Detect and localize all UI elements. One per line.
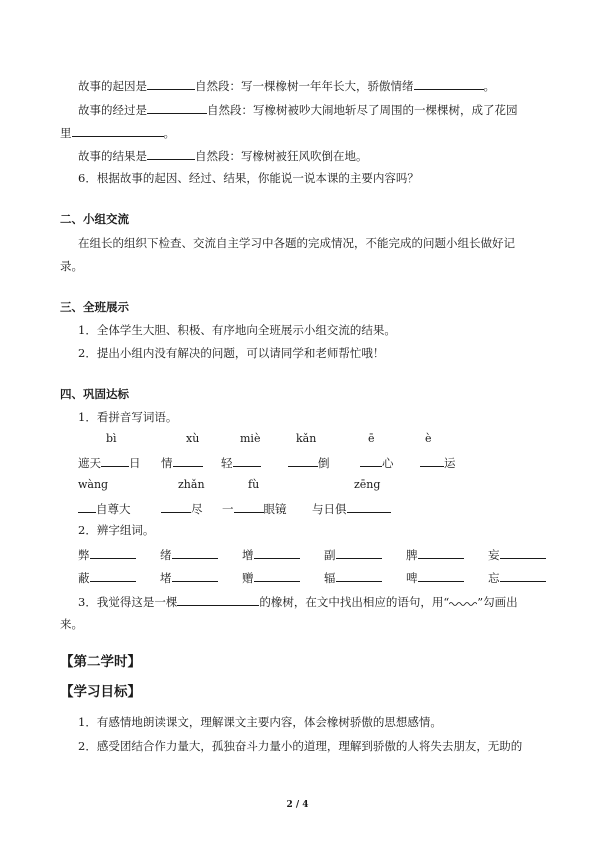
blank-process-paragraph[interactable] (147, 101, 207, 114)
blank-char[interactable] (90, 546, 136, 559)
objective-1: 1．有感情地朗读课文，理解课文主要内容，体会橡树骄傲的思想感情。 (78, 715, 442, 729)
cause-end: 。 (483, 79, 495, 93)
process-text-b: 自然段：写橡树被吵大闹地斩尽了周围的一棵棵树，成了花园 (207, 103, 518, 117)
pinyin-wang: wàng (78, 478, 109, 491)
word-9 (222, 500, 287, 517)
char-item (78, 569, 160, 586)
char-11: 啤 (406, 571, 418, 585)
pinyin-zeng: zēng (354, 478, 381, 491)
blank-word-8[interactable] (161, 500, 191, 513)
blank-char[interactable] (172, 569, 218, 582)
word-2 (161, 454, 203, 471)
char-9: 赠 (242, 571, 254, 585)
char-3: 增 (242, 548, 254, 562)
word-10 (312, 500, 391, 517)
word-8 (161, 500, 203, 517)
blank-char[interactable] (254, 546, 300, 559)
char-7: 蔽 (78, 571, 90, 585)
blank-cause-emotion[interactable] (414, 77, 484, 90)
char-5: 脾 (406, 548, 418, 562)
char-8: 堵 (160, 571, 172, 585)
blank-char[interactable] (500, 546, 546, 559)
word-3-pre: 轻 (221, 456, 233, 470)
blank-char[interactable] (172, 546, 218, 559)
char-6: 妄 (488, 548, 500, 562)
blank-char[interactable] (254, 569, 300, 582)
word-2-post: 情 (161, 456, 173, 470)
char-item (242, 546, 324, 563)
word-10-pre: 与日俱 (312, 502, 347, 516)
pinyin-mie: miè (240, 432, 261, 445)
char-item (406, 569, 488, 586)
result-text-b: 自然段：写橡树被狂风吹倒在地。 (195, 149, 368, 163)
word-5-post: 心 (382, 456, 394, 470)
cause-text-a: 故事的起因是 (78, 79, 147, 93)
word-6 (420, 454, 456, 471)
section-2-text-2: 录。 (60, 259, 83, 273)
blank-char[interactable] (418, 546, 464, 559)
question-6: 6．根据故事的起因、经过、结果，你能说一说本课的主要内容吗？ (78, 171, 419, 185)
char-item (160, 546, 242, 563)
question-2: 2．辨字组词。 (78, 523, 155, 537)
second-period-heading: 【第二学时】 (60, 654, 141, 670)
process-end: 。 (163, 126, 175, 140)
char-item (324, 546, 406, 563)
section-2-heading: 二、小组交流 (60, 212, 129, 226)
word-7 (78, 500, 131, 517)
char-row-2 (78, 569, 570, 586)
char-12: 忘 (488, 571, 500, 585)
word-1 (78, 456, 141, 470)
blank-char[interactable] (336, 569, 382, 582)
pinyin-xu: xù (186, 432, 200, 445)
cause-text-b: 自然段：写一棵橡树一年年长大，骄傲情绪 (195, 79, 414, 93)
blank-char[interactable] (500, 569, 546, 582)
char-4: 副 (324, 548, 336, 562)
word-3 (221, 454, 261, 471)
word-9-post: 眼镜 (263, 502, 287, 516)
result-text-a: 故事的结果是 (78, 149, 147, 163)
blank-char[interactable] (90, 569, 136, 582)
section-3-item-2: 2．提出小组内没有解决的问题，可以请同学和老师帮忙哦！ (78, 346, 385, 360)
question-1: 1．看拼音写词语。 (78, 410, 178, 424)
process-line-2 (60, 124, 175, 141)
char-item (324, 569, 406, 586)
char-item (242, 569, 324, 586)
blank-word-6[interactable] (420, 454, 444, 467)
objectives-heading: 【学习目标】 (60, 684, 141, 700)
process-text-c: 里 (60, 126, 72, 140)
blank-q3[interactable] (177, 593, 259, 606)
blank-result-paragraph[interactable] (147, 147, 195, 160)
pinyin-zhan: zhǎn (178, 478, 205, 491)
page-number: 2 / 4 (286, 800, 309, 810)
word-5 (360, 454, 394, 471)
pinyin-e4: è (425, 432, 432, 445)
blank-process-garden[interactable] (72, 124, 164, 137)
cause-line (78, 77, 495, 94)
blank-word-2[interactable] (173, 454, 203, 467)
word-row-1 (78, 454, 141, 471)
blank-word-3[interactable] (233, 454, 261, 467)
question-3 (78, 593, 518, 610)
word-9-pre: 一 (222, 502, 234, 516)
section-2-text-1: 在组长的组织下检查、交流自主学习中各题的完成情况，不能完成的问题小组长做好记 (78, 236, 515, 250)
char-10: 辐 (324, 571, 336, 585)
result-line (78, 147, 368, 164)
word-8-post: 尽 (191, 502, 203, 516)
pinyin-bi: bì (106, 432, 117, 445)
blank-char[interactable] (418, 569, 464, 582)
q3-text-a: 3．我觉得这是一棵 (78, 595, 178, 609)
blank-word-1[interactable] (101, 454, 129, 467)
blank-word-9[interactable] (234, 500, 264, 513)
char-1: 弊 (78, 548, 90, 562)
char-item (488, 546, 570, 563)
char-item (160, 569, 242, 586)
process-text-a: 故事的经过是 (78, 103, 147, 117)
char-row-1 (78, 546, 570, 563)
word-6-post: 运 (444, 456, 456, 470)
pinyin-kan: kǎn (296, 432, 317, 445)
word-4-post: 倒 (318, 456, 330, 470)
word-1-post: 日 (129, 456, 141, 470)
wavy-line-icon (449, 596, 477, 606)
word-7-post: 自尊大 (96, 502, 131, 516)
blank-char[interactable] (336, 546, 382, 559)
char-item (78, 546, 160, 563)
section-3-item-1: 1．全体学生大胆、积极、有序地向全班展示小组交流的结果。 (78, 323, 396, 337)
blank-word-7[interactable] (78, 500, 96, 513)
blank-word-5[interactable] (360, 454, 382, 467)
word-1-pre: 遮天 (78, 456, 101, 470)
char-item (406, 546, 488, 563)
blank-word-10[interactable] (347, 500, 391, 513)
pinyin-fu: fù (248, 478, 260, 491)
section-4-heading: 四、巩固达标 (60, 387, 129, 401)
blank-cause-paragraph[interactable] (147, 77, 195, 90)
blank-word-4[interactable] (288, 454, 318, 467)
char-2: 绪 (160, 548, 172, 562)
q3-text-b: 的橡树，在文中找出相应的语句，用“ (259, 595, 450, 609)
objective-2: 2．感受团结合作力量大，孤独奋斗力量小的道理，理解到骄傲的人将失去朋友，无助的 (78, 739, 523, 753)
section-3-heading: 三、全班展示 (60, 300, 129, 314)
word-4 (288, 454, 330, 471)
char-item (488, 569, 570, 586)
process-line (78, 101, 518, 118)
question-3-cont: 来。 (60, 617, 83, 631)
q3-text-c: ”勾画出 (477, 595, 518, 609)
pinyin-e1: ē (368, 432, 375, 445)
